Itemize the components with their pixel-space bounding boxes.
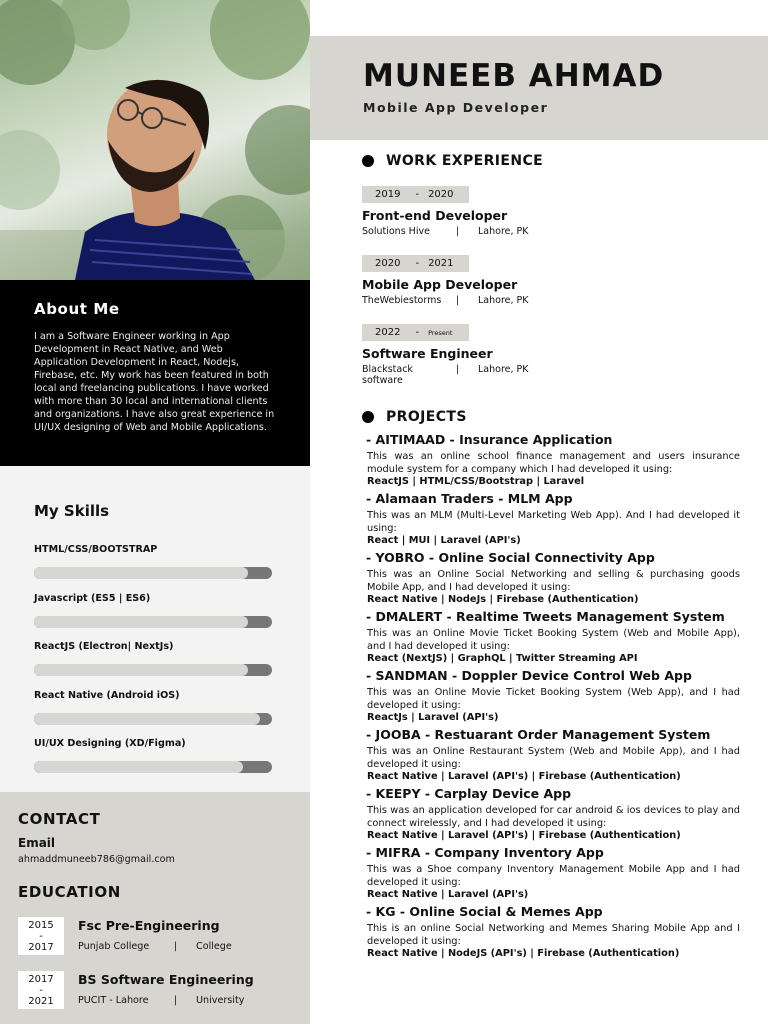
- work-start-year: 2022: [375, 327, 401, 338]
- education-years: [18, 971, 64, 1009]
- education-type: University: [196, 995, 245, 1006]
- work-location: Lahore, PK: [478, 364, 529, 375]
- project-description: This was an Online Social Networking and selling & purchasing goods Mobile App, and I had developed it using:: [367, 569, 740, 593]
- project-tech-stack: React | MUI | Laravel (API's): [367, 535, 521, 546]
- skill-name: HTML/CSS/BOOTSTRAP: [34, 544, 158, 555]
- skills-list: [34, 544, 276, 787]
- work-company: Blackstack software: [362, 364, 413, 386]
- name-header: [310, 36, 768, 140]
- contact-section: [0, 792, 310, 1024]
- project-list: [362, 432, 740, 959]
- project-item: [362, 727, 740, 782]
- skill-name: UI/UX Designing (XD/Figma): [34, 738, 186, 749]
- work-experience-title: WORK EXPERIENCE: [386, 153, 544, 169]
- project-description: This was an Online Movie Ticket Booking System (Web App), and I had developed it using:: [367, 687, 740, 711]
- profile-photo: [0, 0, 310, 280]
- education-meta: [78, 995, 254, 1006]
- project-item: [362, 609, 740, 664]
- work-item: [362, 251, 740, 306]
- education-years: [18, 917, 64, 955]
- project-title: - YOBRO - Online Social Connectivity App: [366, 550, 655, 565]
- education-end-year: 2017: [28, 942, 54, 953]
- bullet-dot-icon: [362, 411, 374, 423]
- work-item: [362, 182, 740, 237]
- skill-name: React Native (Android iOS): [34, 689, 180, 701]
- education-year-dash: -: [39, 931, 43, 942]
- skill-item: [34, 738, 276, 787]
- project-description: This was an online school finance management and users insurance module system for a company which I had developed it using:: [367, 451, 740, 475]
- work-years: [362, 255, 469, 272]
- education-list: [18, 917, 292, 1024]
- education-institution: Punjab College: [78, 941, 150, 952]
- work-years: [362, 324, 469, 341]
- skill-name: ReactJS (Electron| NextJs): [34, 641, 174, 652]
- project-description: This was an Online Movie Ticket Booking System (Web and Mobile App), and I had developed it using:: [367, 628, 740, 652]
- work-title: Front-end Developer: [362, 208, 508, 223]
- work-meta: [362, 364, 740, 386]
- work-location: Lahore, PK: [478, 295, 529, 306]
- project-tech-stack: React Native | Laravel (API's): [367, 889, 529, 900]
- work-company: Solutions Hive: [362, 226, 430, 237]
- person-role: Mobile App Developer: [363, 100, 549, 115]
- skill-bar-fill: [34, 713, 260, 725]
- skill-item: [34, 690, 276, 739]
- education-degree: Fsc Pre-Engineering: [78, 918, 220, 933]
- work-meta: [362, 295, 740, 306]
- project-description: This was an MLM (Multi-Level Marketing Web App). And I had developed it using:: [367, 510, 740, 534]
- work-meta: [362, 226, 740, 237]
- project-tech-stack: React Native | Laravel (API's) | Firebase (Authentication): [367, 771, 681, 782]
- work-separator: |: [456, 295, 460, 306]
- project-description: This is an online Social Networking and Memes Sharing Mobile App and I developed it using:: [367, 923, 740, 947]
- project-tech-stack: React Native | NodeJs | Firebase (Authentication): [367, 594, 639, 605]
- work-item: [362, 320, 740, 386]
- education-title: EDUCATION: [18, 883, 121, 901]
- project-item: [362, 432, 740, 487]
- work-end-year: 2021: [428, 258, 454, 269]
- project-item: [362, 668, 740, 723]
- education-item: [18, 917, 292, 971]
- education-separator: |: [174, 995, 178, 1006]
- bullet-dot-icon: [362, 155, 374, 167]
- education-item: [18, 971, 292, 1024]
- skill-bar-fill: [34, 664, 248, 676]
- project-title: - MIFRA - Company Inventory App: [366, 845, 604, 860]
- project-item: [362, 845, 740, 900]
- education-end-year: 2021: [28, 996, 54, 1007]
- work-title: Mobile App Developer: [362, 277, 518, 292]
- project-tech-stack: ReactJs | Laravel (API's): [367, 712, 499, 723]
- skill-bar-fill: [34, 567, 248, 579]
- education-details: [78, 917, 232, 952]
- projects-title: PROJECTS: [386, 409, 467, 425]
- work-end-year: Present: [428, 328, 453, 337]
- profile-photo-illustration: [0, 0, 310, 280]
- work-separator: |: [456, 226, 460, 237]
- project-tech-stack: React Native | NodeJS (API's) | Firebase (Authentication): [367, 948, 680, 959]
- education-type: College: [196, 941, 232, 952]
- work-year-dash: -: [415, 327, 420, 338]
- project-tech-stack: ReactJS | HTML/CSS/Bootstrap | Laravel: [367, 476, 585, 487]
- education-details: [78, 971, 254, 1006]
- project-title: - SANDMAN - Doppler Device Control Web App: [366, 668, 692, 683]
- education-start-year: 2017: [28, 974, 54, 985]
- education-meta: [78, 941, 232, 952]
- project-description: This was an Online Restaurant System (Web and Mobile App), and I had developed it using:: [367, 746, 740, 770]
- skill-bar: [34, 761, 272, 773]
- work-list: [362, 182, 740, 386]
- project-title: - Alamaan Traders - MLM App: [366, 491, 573, 506]
- work-start-year: 2019: [375, 189, 401, 200]
- work-year-dash: -: [415, 189, 420, 200]
- project-tech-stack: React (NextJS) | GraphQL | Twitter Streaming API: [367, 653, 638, 664]
- about-text: I am a Software Engineer working in App Development in React Native, and Web Application Development in React, Nodejs, Firebase, etc. My work has been featured in both local and freelancing publications. I have worked with more than 30 local and international clients and organizations. I have also great experience in UI/UX designing of Web and Mobile Applications.: [34, 331, 275, 433]
- project-description: This was a Shoe company Inventory Management Mobile App and I had developed it using:: [367, 864, 740, 888]
- project-tech-stack: React Native | Laravel (API's) | Firebase (Authentication): [367, 830, 681, 841]
- skill-bar: [34, 616, 272, 628]
- project-title: - DMALERT - Realtime Tweets Management System: [366, 609, 725, 624]
- contact-title: CONTACT: [18, 810, 101, 828]
- skill-name: Javascript (ES5 | ES6): [34, 592, 151, 604]
- work-location: Lahore, PK: [478, 226, 529, 237]
- about-title: About Me: [34, 300, 120, 318]
- about-section: [0, 280, 310, 466]
- work-separator: |: [456, 364, 460, 375]
- project-title: - JOOBA - Restuarant Order Management System: [366, 727, 711, 742]
- person-name: MUNEEB AHMAD: [363, 58, 665, 94]
- right-column: [362, 150, 740, 959]
- skills-section: [0, 466, 310, 792]
- left-column: [0, 0, 310, 1024]
- education-degree: BS Software Engineering: [78, 972, 254, 987]
- work-years: [362, 186, 469, 203]
- project-description: This was an application developed for car android & ios devices to play and connect wirelessly, and I had developed it using:: [367, 805, 740, 829]
- project-item: [362, 491, 740, 546]
- email-label: Email: [18, 836, 56, 850]
- project-title: - KG - Online Social & Memes App: [366, 904, 603, 919]
- education-start-year: 2015: [28, 920, 54, 931]
- project-item: [362, 904, 740, 959]
- work-experience-heading: [362, 150, 740, 172]
- work-year-dash: -: [415, 258, 420, 269]
- project-item: [362, 550, 740, 605]
- skill-item: [34, 641, 276, 690]
- skills-title: My Skills: [34, 502, 110, 520]
- work-title: Software Engineer: [362, 346, 493, 361]
- email-address[interactable]: ahmaddmuneeb786@gmail.com: [18, 854, 175, 865]
- skill-bar-fill: [34, 616, 248, 628]
- project-item: [362, 786, 740, 841]
- work-company: TheWebiestorms: [362, 295, 442, 306]
- work-start-year: 2020: [375, 258, 401, 269]
- skill-bar: [34, 713, 272, 725]
- skill-item: [34, 593, 276, 642]
- education-separator: |: [174, 941, 178, 952]
- skill-bar: [34, 567, 272, 579]
- skill-bar: [34, 664, 272, 676]
- work-end-year: 2020: [428, 189, 454, 200]
- education-year-dash: -: [39, 985, 43, 996]
- projects-heading: [362, 406, 740, 428]
- skill-item: [34, 544, 276, 593]
- project-title: - KEEPY - Carplay Device App: [366, 786, 572, 801]
- project-title: - AITIMAAD - Insurance Application: [366, 432, 613, 447]
- education-institution: PUCIT - Lahore: [78, 995, 149, 1006]
- skill-bar-fill: [34, 761, 243, 773]
